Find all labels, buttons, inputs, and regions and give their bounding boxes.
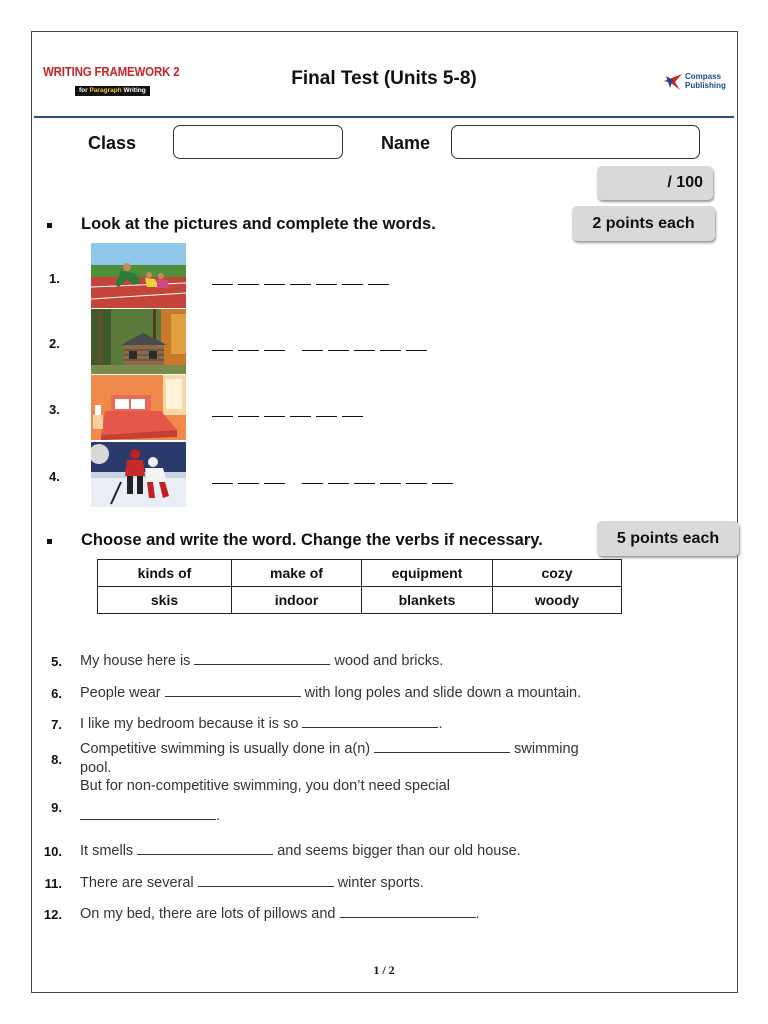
sentence: My house here is wood and bricks. — [80, 653, 444, 669]
sentence-number: 6. — [51, 686, 62, 701]
bullet-icon — [47, 223, 52, 228]
answer-blank[interactable] — [340, 905, 476, 918]
answer-blanks[interactable] — [212, 407, 368, 417]
letter-blank[interactable] — [238, 483, 259, 484]
class-label: Class — [88, 133, 137, 153]
letter-blank[interactable] — [354, 483, 375, 484]
answer-blanks[interactable] — [212, 341, 432, 351]
letter-blank[interactable] — [238, 284, 259, 285]
letter-blank[interactable] — [212, 350, 233, 351]
sentence-continuation: pool. — [80, 760, 112, 776]
letter-blank[interactable] — [238, 416, 259, 417]
word-bank-cell: blankets — [362, 587, 493, 614]
answer-blank[interactable] — [374, 740, 510, 753]
letter-blank[interactable] — [212, 483, 233, 484]
hockey-picture — [91, 442, 186, 507]
letter-blank[interactable] — [432, 483, 453, 484]
sentence-number: 10. — [43, 844, 62, 859]
sentence-continuation: . — [80, 807, 220, 824]
page-title: Final Test (Units 5-8) — [291, 68, 477, 89]
sentence-number: 8. — [51, 752, 62, 767]
letter-blank[interactable] — [380, 350, 401, 351]
letter-blank[interactable] — [368, 284, 389, 285]
letter-blank[interactable] — [354, 350, 375, 351]
sentence: There are several winter sports. — [80, 875, 424, 891]
answer-blank[interactable] — [137, 842, 273, 855]
letter-blank[interactable] — [238, 350, 259, 351]
log-cabin-picture — [91, 309, 186, 374]
letter-blank[interactable] — [328, 350, 349, 351]
letter-blank[interactable] — [264, 350, 285, 351]
answer-blanks[interactable] — [212, 474, 458, 484]
sentence: Competitive swimming is usually done in a(n) swimming — [80, 741, 579, 757]
item-number: 4. — [49, 469, 60, 484]
answer-blanks[interactable] — [212, 275, 394, 285]
word-bank-table — [97, 559, 622, 614]
publisher-logo: Compass Publishing — [662, 70, 726, 92]
letter-blank[interactable] — [302, 350, 323, 351]
word-bank-cell: woody — [493, 587, 622, 614]
answer-blank[interactable] — [198, 874, 334, 887]
letter-blank[interactable] — [264, 483, 285, 484]
sentence-number: 11. — [44, 876, 62, 891]
answer-blank[interactable] — [80, 807, 216, 820]
letter-blank[interactable] — [316, 416, 337, 417]
table-row — [98, 587, 622, 614]
page-number: 1 / 2 — [373, 963, 395, 977]
compass-star-icon — [662, 70, 684, 92]
letter-blank[interactable] — [342, 284, 363, 285]
section2-instruction: Choose and write the word. Change the verbs if necessary. — [81, 531, 543, 549]
item-number: 1. — [49, 271, 60, 286]
letter-blank[interactable] — [406, 483, 427, 484]
word-bank-cell: equipment — [362, 560, 493, 587]
letter-blank[interactable] — [264, 416, 285, 417]
section1-instruction: Look at the pictures and complete the words. — [81, 215, 436, 233]
section2-points-badge: 5 points each — [597, 521, 739, 556]
logo-main-text: WRITING FRAMEWORK 2 — [43, 65, 180, 79]
bedroom-picture — [91, 375, 186, 440]
word-bank-cell: cozy — [493, 560, 622, 587]
logo-subtitle: for Paragraph Writing — [75, 86, 150, 96]
sentence-number: 9. — [51, 800, 62, 815]
word-bank-cell: skis — [98, 587, 232, 614]
letter-blank[interactable] — [290, 284, 311, 285]
bullet-icon — [47, 539, 52, 544]
sentence-number: 12. — [43, 907, 62, 922]
answer-blank[interactable] — [194, 652, 330, 665]
header-rule — [34, 116, 734, 118]
letter-blank[interactable] — [302, 483, 323, 484]
sentence-number: 7. — [51, 717, 62, 732]
sentence: But for non-competitive swimming, you don’t need special — [80, 778, 450, 794]
letter-blank[interactable] — [290, 416, 311, 417]
letter-blank[interactable] — [264, 284, 285, 285]
name-label: Name — [381, 133, 431, 153]
sentence: I like my bedroom because it is so . — [80, 716, 443, 732]
word-bank-cell: kinds of — [98, 560, 232, 587]
letter-blank[interactable] — [406, 350, 427, 351]
letter-blank[interactable] — [212, 416, 233, 417]
sentence-number: 5. — [51, 654, 62, 669]
sentence: People wear with long poles and slide down a mountain. — [80, 685, 582, 701]
item-number: 2. — [49, 336, 60, 351]
sentence: On my bed, there are lots of pillows and . — [80, 906, 480, 922]
letter-blank[interactable] — [212, 284, 233, 285]
answer-blank[interactable] — [302, 715, 438, 728]
letter-blank[interactable] — [342, 416, 363, 417]
class-field[interactable] — [173, 125, 343, 159]
letter-blank[interactable] — [316, 284, 337, 285]
runners-picture — [91, 243, 186, 308]
word-bank-cell: make of — [232, 560, 362, 587]
table-row — [98, 560, 622, 587]
answer-blank[interactable] — [165, 684, 301, 697]
section1-points-badge: 2 points each — [572, 206, 715, 241]
sentence: It smells and seems bigger than our old house. — [80, 843, 521, 859]
score-badge: / 100 — [597, 166, 713, 200]
letter-blank[interactable] — [380, 483, 401, 484]
letter-blank[interactable] — [328, 483, 349, 484]
word-bank-cell: indoor — [232, 587, 362, 614]
name-field[interactable] — [451, 125, 700, 159]
item-number: 3. — [49, 402, 60, 417]
